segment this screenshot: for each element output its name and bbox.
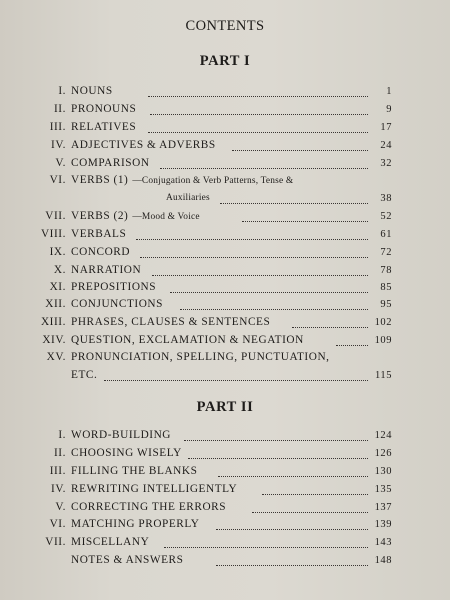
leader-dots xyxy=(232,150,368,151)
leader-dots xyxy=(220,203,368,204)
entry-title: WORD-BUILDING xyxy=(71,429,172,441)
entry-number: II. xyxy=(54,103,66,115)
entry-number: XV. xyxy=(46,351,66,363)
entry-number: I. xyxy=(58,429,66,441)
entry-number: V. xyxy=(55,157,66,169)
entry-number: VI. xyxy=(49,174,66,186)
toc-entry xyxy=(0,262,450,279)
toc-entry xyxy=(0,481,450,498)
leader-dots xyxy=(152,275,368,276)
entry-page: 24 xyxy=(380,140,392,151)
entry-title: PRONUNCIATION, SPELLING, PUNCTUATION, xyxy=(71,351,330,363)
entry-title: CORRECTING THE ERRORS xyxy=(71,501,227,513)
entry-number: XII. xyxy=(45,298,66,310)
toc-entry xyxy=(0,119,450,136)
entry-page: 130 xyxy=(374,466,392,477)
leader-dots xyxy=(148,96,368,97)
leader-dots xyxy=(136,239,368,240)
leader-dots xyxy=(164,547,368,548)
entry-page: 139 xyxy=(374,519,392,530)
entry-number: XIV. xyxy=(42,334,66,346)
toc-entry xyxy=(0,172,450,189)
entry-title: ADJECTIVES & ADVERBS xyxy=(71,139,216,151)
entry-subtitle: —Conjugation & Verb Patterns, Tense & xyxy=(132,176,294,186)
leader-dots xyxy=(104,380,368,381)
entry-page: 52 xyxy=(380,211,392,222)
entry-page: 32 xyxy=(380,158,392,169)
toc-entry xyxy=(0,101,450,118)
entry-number: X. xyxy=(53,264,66,276)
leader-dots xyxy=(216,529,368,530)
entry-number: III. xyxy=(49,465,66,477)
entry-title: PHRASES, CLAUSES & SENTENCES xyxy=(71,316,271,328)
entry-number: IX. xyxy=(49,246,66,258)
entry-page: 137 xyxy=(374,502,392,513)
toc-entry xyxy=(0,296,450,313)
leader-dots xyxy=(160,168,368,169)
entry-page: 38 xyxy=(380,193,392,204)
entry-title: PRONOUNS xyxy=(71,103,137,115)
entry-title: MISCELLANY xyxy=(71,536,150,548)
entry-title: MATCHING PROPERLY xyxy=(71,518,200,530)
toc-entry xyxy=(0,552,450,569)
entry-number: IV. xyxy=(51,139,66,151)
toc-entry xyxy=(0,314,450,331)
toc-entry xyxy=(0,463,450,480)
entry-title-main: VERBS (2) xyxy=(71,210,129,222)
entry-page: 72 xyxy=(380,247,392,258)
toc-entry xyxy=(0,155,450,172)
leader-dots xyxy=(140,257,368,258)
entry-page: 115 xyxy=(374,370,392,381)
leader-dots xyxy=(170,292,368,293)
entry-page: 78 xyxy=(380,265,392,276)
entry-title: REWRITING INTELLIGENTLY xyxy=(71,483,238,495)
toc-entry xyxy=(0,208,450,225)
entry-number: V. xyxy=(55,501,66,513)
entry-page: 102 xyxy=(374,317,392,328)
entry-title: CONJUNCTIONS xyxy=(71,298,163,310)
leader-dots xyxy=(252,512,368,513)
page-title: CONTENTS xyxy=(185,18,265,34)
leader-dots xyxy=(188,458,368,459)
entry-title: NOTES & ANSWERS xyxy=(71,554,184,566)
entry-number: VIII. xyxy=(40,228,66,240)
leader-dots xyxy=(150,114,368,115)
entry-page: 126 xyxy=(374,448,392,459)
entry-subtitle-cont: Auxiliaries xyxy=(166,193,210,203)
entry-page: 109 xyxy=(374,335,392,346)
toc-entry xyxy=(0,499,450,516)
toc-entry xyxy=(0,226,450,243)
toc-entry xyxy=(0,534,450,551)
entry-title: RELATIVES xyxy=(71,121,137,133)
leader-dots xyxy=(216,565,368,566)
leader-dots xyxy=(262,494,368,495)
leader-dots xyxy=(218,476,368,477)
toc-entry xyxy=(0,244,450,261)
toc-entry xyxy=(0,137,450,154)
toc-entry xyxy=(0,516,450,533)
entry-title xyxy=(71,172,293,190)
entry-number: XI. xyxy=(49,281,66,293)
leader-dots xyxy=(148,132,368,133)
entry-number: VI. xyxy=(49,518,66,530)
toc-entry xyxy=(0,279,450,296)
part-1-heading: PART I xyxy=(199,53,251,69)
entry-page: 17 xyxy=(380,122,392,133)
entry-page: 61 xyxy=(380,229,392,240)
entry-number: VII. xyxy=(45,536,66,548)
entry-page: 124 xyxy=(374,430,392,441)
entry-number: II. xyxy=(54,447,66,459)
entry-title: VERBALS xyxy=(71,228,127,240)
entry-title: COMPARISON xyxy=(71,157,150,169)
entry-title: PREPOSITIONS xyxy=(71,281,157,293)
leader-dots xyxy=(180,309,368,310)
entry-number: VII. xyxy=(45,210,66,222)
toc-entry xyxy=(0,332,450,349)
entry-page: 135 xyxy=(374,484,392,495)
entry-subtitle: —Mood & Voice xyxy=(132,212,200,222)
leader-dots xyxy=(336,345,368,346)
entry-title: FILLING THE BLANKS xyxy=(71,465,198,477)
entry-number: XIII. xyxy=(40,316,66,328)
entry-title: NOUNS xyxy=(71,85,113,97)
entry-title: CHOOSING WISELY xyxy=(71,447,182,459)
toc-entry-continuation xyxy=(0,367,450,384)
entry-page: 9 xyxy=(386,104,392,115)
leader-dots xyxy=(242,221,368,222)
toc-entry xyxy=(0,445,450,462)
toc-entry xyxy=(0,83,450,100)
entry-number: III. xyxy=(49,121,66,133)
entry-number: IV. xyxy=(51,483,66,495)
leader-dots xyxy=(184,440,368,441)
entry-title: CONCORD xyxy=(71,246,131,258)
part-2-heading: PART II xyxy=(196,399,254,415)
entry-number: I. xyxy=(58,85,66,97)
entry-title: NARRATION xyxy=(71,264,142,276)
entry-title xyxy=(71,208,200,226)
entry-title-main: VERBS (1) xyxy=(71,174,129,186)
toc-entry xyxy=(0,427,450,444)
toc-entry-continuation xyxy=(0,190,450,207)
entry-page: 1 xyxy=(386,86,392,97)
entry-page: 85 xyxy=(380,282,392,293)
toc-entry xyxy=(0,349,450,366)
entry-title-cont: ETC. xyxy=(71,369,98,381)
entry-page: 143 xyxy=(374,537,392,548)
entry-title: QUESTION, EXCLAMATION & NEGATION xyxy=(71,334,304,346)
entry-page: 95 xyxy=(380,299,392,310)
entry-page: 148 xyxy=(374,555,392,566)
leader-dots xyxy=(292,327,368,328)
